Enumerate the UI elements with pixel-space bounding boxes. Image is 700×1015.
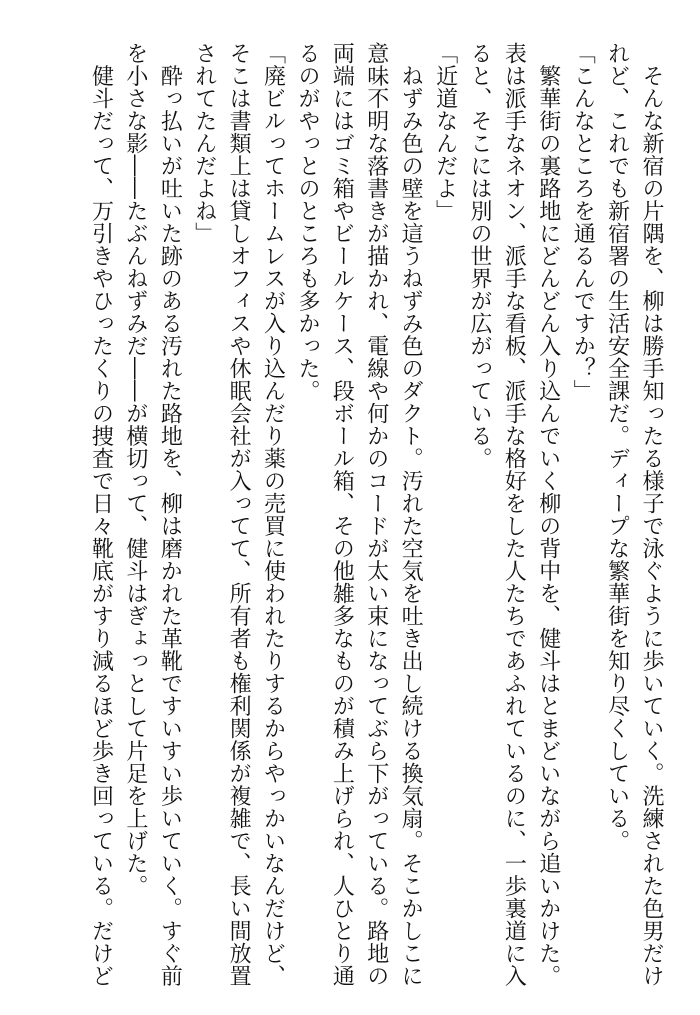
text-line: れど、これでも新宿署の生活安全課だ。ディープな繁華街を知り尽くしている。: [604, 42, 630, 852]
dialogue-line: 「こんなところを通るんですか？」: [570, 42, 596, 402]
text-line: 酔っ払いが吐いた跡のある汚れた路地を、柳は磨かれた革靴ですいすい歩いていく。すぐ前: [157, 42, 183, 987]
text-line: そんな新宿の片隅を、柳は勝手知ったる様子で泳ぐように歩いていく。洗練された色男だけ: [639, 42, 664, 987]
dialogue-line: 「廃ビルってホームレスが入り込んだり薬の売買に使われたりするからやっかいなんだけど、: [260, 42, 286, 987]
text-line: るのがやっとのところも多かった。: [294, 42, 320, 402]
text-line: ねずみ色の壁を這うねずみ色のダクト。汚れた空気を吐き出し続ける換気扇。そこかしこに: [398, 42, 424, 987]
dialogue-line: されてたんだよね」: [191, 42, 217, 245]
dialogue-line: そこは書類上は貸しオフィスや休眠会社が入ってて、所有者も権利関係が複雑で、長い間放置: [226, 42, 252, 987]
text-line: 意味不明な落書きが描かれ、電線や何かのコードが太い束になってぶら下がっている。路地の: [363, 42, 389, 987]
text-line: ると、そこには別の世界が広がっている。: [466, 42, 492, 470]
text-line: 表は派手なネオン、派手な看板、派手な格好をした人たちであふれているのに、一歩裏道に入: [501, 42, 527, 987]
dialogue-line: 「近道なんだよ」: [432, 42, 458, 222]
text-line: 健斗だって、万引きやひったくりの捜査で日々靴底がすり減るほど歩き回っている。だけど: [88, 42, 114, 987]
text-line: 両端にはゴミ箱やビールケース、段ボール箱、その他雑多なものが積み上げられ、人ひとり通: [329, 42, 355, 987]
text-line: 繁華街の裏路地にどんどん入り込んでいく柳の背中を、健斗はとまどいながら追いかけた。: [535, 42, 561, 987]
vertical-text-body: [83, 42, 668, 987]
text-line: を小さな影――たぶんねずみだ――が横切って、健斗はぎょっとして片足を上げた。: [122, 42, 148, 897]
